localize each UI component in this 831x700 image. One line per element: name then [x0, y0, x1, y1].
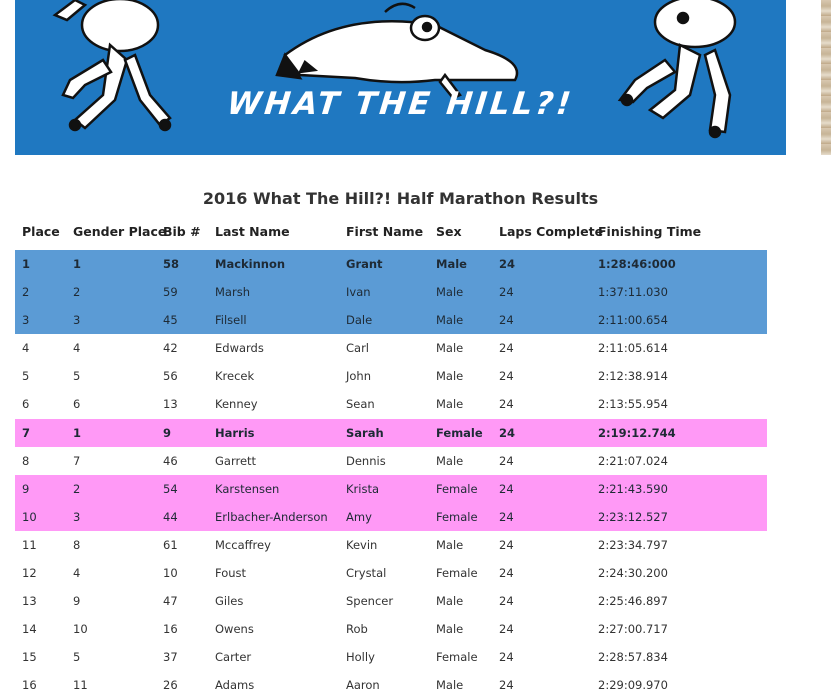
cell-first-name: Grant: [346, 257, 383, 271]
cell-bib: 45: [163, 313, 178, 328]
cell-sex: Male: [436, 341, 464, 356]
cell-sex: Male: [436, 622, 464, 637]
table-row: [15, 419, 767, 447]
cell-first-name: Spencer: [346, 594, 394, 609]
cell-first-name: Holly: [346, 650, 375, 665]
cell-bib: 58: [163, 257, 180, 271]
cell-gender-place: 3: [73, 509, 81, 524]
header-bib: Bib #: [163, 224, 201, 239]
cell-last-name: Carter: [215, 650, 252, 665]
cell-gender-place: 1: [73, 257, 82, 271]
cell-last-name: Filsell: [215, 313, 247, 328]
table-row: [15, 475, 767, 503]
cell-sex: Male: [436, 313, 464, 328]
cell-bib: 54: [163, 481, 178, 496]
cell-laps: 24: [499, 509, 514, 524]
cell-sex: Female: [436, 509, 478, 524]
table-row: [15, 334, 767, 362]
cell-time: 2:29:09.970: [598, 678, 668, 693]
cell-place: 15: [22, 650, 37, 665]
cell-time: 2:25:46.897: [598, 594, 668, 609]
cell-laps: 24: [499, 650, 514, 665]
cell-laps: 24: [499, 537, 514, 552]
cell-gender-place: 2: [73, 481, 81, 496]
cell-time: 2:27:00.717: [598, 622, 668, 637]
center-goat-illustration: [277, 4, 517, 98]
cell-place: 5: [22, 369, 30, 384]
cell-last-name: Kenney: [215, 397, 258, 412]
cell-last-name: Owens: [215, 622, 254, 637]
cell-time: 1:37:11.030: [598, 285, 668, 300]
cell-gender-place: 7: [73, 453, 81, 468]
table-row: [15, 306, 767, 334]
cell-laps: 24: [499, 425, 516, 440]
table-row: [15, 390, 767, 418]
cell-sex: Female: [436, 650, 478, 665]
table-row: [15, 503, 767, 531]
cell-gender-place: 4: [73, 341, 81, 356]
cell-time: 2:11:05.614: [598, 341, 668, 356]
cell-gender-place: 4: [73, 566, 81, 581]
cell-laps: 24: [499, 622, 514, 637]
cell-laps: 24: [499, 566, 514, 581]
cell-laps: 24: [499, 285, 514, 300]
cell-first-name: John: [346, 369, 372, 384]
cell-laps: 24: [499, 369, 514, 384]
cell-place: 3: [22, 313, 30, 328]
cell-last-name: Marsh: [215, 285, 250, 300]
cell-gender-place: 1: [73, 425, 82, 440]
cell-laps: 24: [499, 341, 514, 356]
table-row: [15, 447, 767, 475]
cell-time: 2:24:30.200: [598, 566, 668, 581]
cell-gender-place: 2: [73, 285, 81, 300]
cell-place: 16: [22, 678, 37, 693]
cell-time: 2:13:55.954: [598, 397, 668, 412]
cell-first-name: Sean: [346, 397, 375, 412]
cell-last-name: Harris: [215, 425, 255, 440]
cell-bib: 46: [163, 453, 178, 468]
cell-place: 11: [22, 537, 37, 552]
cell-first-name: Dale: [346, 313, 373, 328]
cell-last-name: Krecek: [215, 369, 255, 384]
cell-place: 7: [22, 425, 31, 440]
cell-first-name: Kevin: [346, 537, 378, 552]
cell-sex: Male: [436, 257, 467, 271]
cell-first-name: Amy: [346, 509, 372, 524]
header-gender-place: Gender Place: [73, 224, 167, 239]
cell-first-name: Sarah: [346, 425, 384, 440]
cell-sex: Male: [436, 397, 464, 412]
cell-last-name: Foust: [215, 566, 247, 581]
cell-gender-place: 5: [73, 650, 81, 665]
table-row: [15, 643, 767, 671]
header-last-name: Last Name: [215, 224, 290, 239]
cell-laps: 24: [499, 594, 514, 609]
cell-first-name: Crystal: [346, 566, 387, 581]
cell-sex: Male: [436, 594, 464, 609]
page-title: 2016 What The Hill?! Half Marathon Results: [202, 189, 599, 208]
cell-sex: Female: [436, 481, 478, 496]
table-row: [15, 559, 767, 587]
cell-sex: Male: [436, 537, 464, 552]
cell-gender-place: 11: [73, 678, 88, 693]
cell-bib: 44: [163, 509, 178, 524]
table-row: [15, 362, 767, 390]
cell-time: 2:23:12.527: [598, 509, 668, 524]
cell-time: 2:11:00.654: [598, 313, 668, 328]
cell-sex: Male: [436, 285, 464, 300]
table-row: [15, 278, 767, 306]
cell-time: 2:23:34.797: [598, 537, 668, 552]
cell-laps: 24: [499, 453, 514, 468]
cell-first-name: Dennis: [346, 453, 386, 468]
cell-bib: 42: [163, 341, 178, 356]
header-place: Place: [22, 224, 60, 239]
cell-last-name: Erlbacher-Anderson: [215, 509, 328, 524]
cell-last-name: Garrett: [215, 453, 257, 468]
cell-gender-place: 8: [73, 537, 81, 552]
cell-first-name: Carl: [346, 341, 369, 356]
header-laps-complete: Laps Complete: [499, 224, 604, 239]
cell-place: 1: [22, 257, 31, 271]
header-first-name: First Name: [346, 224, 424, 239]
cell-time: 2:28:57.834: [598, 650, 668, 665]
cell-time: 2:21:07.024: [598, 453, 668, 468]
cell-sex: Male: [436, 369, 464, 384]
cell-last-name: Edwards: [215, 341, 264, 356]
cell-bib: 61: [163, 537, 178, 552]
cell-place: 8: [22, 453, 30, 468]
cell-first-name: Aaron: [346, 678, 380, 693]
side-background-image: [821, 0, 831, 155]
cell-gender-place: 9: [73, 594, 81, 609]
banner-logo-text: WHAT THE HILL?!: [225, 86, 576, 122]
goat-mascots-illustration: [15, 0, 786, 155]
header-banner: [15, 0, 786, 155]
header-sex: Sex: [436, 224, 462, 239]
cell-bib: 47: [163, 594, 178, 609]
cell-bib: 16: [163, 622, 178, 637]
cell-place: 14: [22, 622, 37, 637]
cell-bib: 56: [163, 369, 178, 384]
cell-first-name: Ivan: [346, 285, 371, 300]
cell-bib: 26: [163, 678, 178, 693]
cell-last-name: Mackinnon: [215, 257, 286, 271]
cell-place: 10: [22, 509, 37, 524]
cell-time: 2:12:38.914: [598, 369, 668, 384]
cell-last-name: Giles: [215, 594, 244, 609]
cell-time: 1:28:46:000: [598, 257, 676, 271]
table-row: [15, 587, 767, 615]
cell-last-name: Karstensen: [215, 481, 280, 496]
cell-sex: Female: [436, 566, 478, 581]
cell-first-name: Rob: [346, 622, 368, 637]
cell-laps: 24: [499, 257, 516, 271]
table-header: [15, 224, 767, 244]
table-row: [15, 250, 767, 278]
table-row: [15, 671, 767, 699]
results-table: [15, 250, 767, 700]
cell-gender-place: 5: [73, 369, 81, 384]
cell-laps: 24: [499, 313, 514, 328]
cell-bib: 10: [163, 566, 178, 581]
cell-bib: 59: [163, 285, 178, 300]
cell-time: 2:19:12.744: [598, 425, 676, 440]
cell-place: 13: [22, 594, 37, 609]
cell-time: 2:21:43.590: [598, 481, 668, 496]
header-finishing-time: Finishing Time: [598, 224, 702, 239]
cell-last-name: Adams: [215, 678, 255, 693]
cell-place: 9: [22, 481, 30, 496]
cell-place: 2: [22, 285, 30, 300]
cell-first-name: Krista: [346, 481, 380, 496]
table-row: [15, 531, 767, 559]
cell-bib: 37: [163, 650, 178, 665]
cell-bib: 13: [163, 397, 178, 412]
cell-laps: 24: [499, 397, 514, 412]
cell-last-name: Mccaffrey: [215, 537, 271, 552]
cell-laps: 24: [499, 678, 514, 693]
cell-gender-place: 3: [73, 313, 81, 328]
cell-sex: Female: [436, 425, 483, 440]
cell-gender-place: 6: [73, 397, 81, 412]
cell-place: 4: [22, 341, 30, 356]
cell-sex: Male: [436, 678, 464, 693]
cell-place: 12: [22, 566, 37, 581]
cell-bib: 9: [163, 425, 172, 440]
table-row: [15, 615, 767, 643]
cell-sex: Male: [436, 453, 464, 468]
cell-laps: 24: [499, 481, 514, 496]
cell-place: 6: [22, 397, 30, 412]
cell-gender-place: 10: [73, 622, 88, 637]
